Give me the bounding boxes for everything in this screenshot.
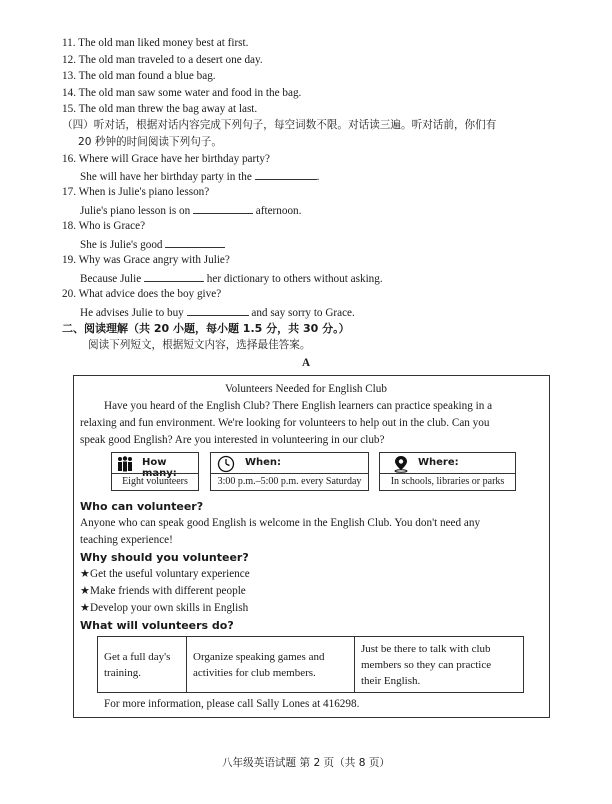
how-many-value: Eight volunteers	[112, 473, 198, 490]
why-item: ★Develop your own skills in English	[80, 602, 249, 614]
how-many-label: How many:	[142, 457, 177, 479]
answer-19-suffix: her dictionary to others without asking.	[206, 273, 383, 285]
statement-14: 14. The old man saw some water and food in the bag.	[62, 87, 302, 99]
answer-18-prefix: She is Julie's good	[80, 239, 163, 251]
answer-16-blank[interactable]	[255, 168, 317, 180]
when-label: When:	[245, 457, 282, 468]
answer-20-blank[interactable]	[187, 304, 249, 316]
ad-title: Volunteers Needed for English Club	[225, 383, 387, 395]
answer-17-suffix: afternoon.	[255, 205, 302, 217]
answer-20-prefix: He advises Julie to buy	[80, 307, 184, 319]
reading-instructions: 阅读下列短文，根据短文内容，选择最佳答案。	[88, 339, 311, 351]
duties-table	[97, 636, 524, 693]
answer-19-line	[80, 270, 383, 287]
where-label: Where:	[418, 457, 459, 468]
why-item: ★Make friends with different people	[80, 585, 246, 597]
answer-17-line	[80, 202, 301, 219]
why-heading: Why should you volunteer?	[80, 551, 249, 564]
info-box-how-many	[111, 452, 199, 491]
duty-cell-organize: Organize speaking games and activities for club members.	[186, 637, 358, 692]
contact-info: For more information, please call Sally Lones at 416298.	[104, 698, 360, 710]
info-box-when	[210, 452, 369, 491]
part4-instructions-line1: （四）听对话，根据对话内容完成下列句子，每空词数不限。对话读三遍。听对话前，你们有	[62, 119, 497, 131]
answer-17-blank[interactable]	[193, 202, 253, 214]
question-19: 19. Why was Grace angry with Julie?	[62, 254, 230, 266]
reading-section-title: 二、阅读理解（共 20 小题，每小题 1.5 分，共 30 分。）	[62, 322, 350, 335]
question-20: 20. What advice does the boy give?	[62, 288, 222, 300]
ad-intro-line1: Have you heard of the English Club? There English learners can practice speaking in a	[104, 400, 493, 412]
answer-16-prefix: She will have her birthday party in the	[80, 171, 252, 183]
statement-11: 11. The old man liked money best at first.	[62, 37, 249, 49]
statement-15: 15. The old man threw the bag away at last.	[62, 103, 258, 115]
ad-intro-line2: relaxing and fun environment. We're looking for volunteers to help out in the club. Can you	[80, 417, 490, 429]
answer-20-line	[80, 304, 355, 321]
question-17: 17. When is Julie's piano lesson?	[62, 186, 210, 198]
clock-icon	[217, 455, 235, 473]
who-text-line1: Anyone who can speak good English is welcome in the English Club. You don't need any	[80, 517, 481, 529]
statement-12: 12. The old man traveled to a desert one day.	[62, 54, 263, 66]
ad-intro-line3: speak good English? Are you interested in volunteering in our club?	[80, 434, 385, 446]
who-text-line2: teaching experience!	[80, 534, 173, 546]
answer-18-line	[80, 236, 225, 253]
info-box-where	[379, 452, 516, 491]
where-value: In schools, libraries or parks	[380, 473, 515, 490]
location-pin-icon	[392, 455, 410, 473]
when-value: 3:00 p.m.–5:00 p.m. every Saturday	[211, 473, 368, 490]
duty-cell-talk: Just be there to talk with club members so they can practice their English.	[354, 637, 531, 692]
who-heading: Who can volunteer?	[80, 500, 204, 513]
question-16: 16. Where will Grace have her birthday party?	[62, 153, 270, 165]
statement-13: 13. The old man found a blue bag.	[62, 70, 216, 82]
answer-17-prefix: Julie's piano lesson is on	[80, 205, 191, 217]
answer-19-blank[interactable]	[144, 270, 204, 282]
people-icon	[116, 456, 134, 472]
answer-19-prefix: Because Julie	[80, 273, 142, 285]
answer-16-line: She will have her birthday party in the .	[80, 168, 319, 185]
page-footer: 八年级英语试题 第 2 页（共 8 页）	[221, 757, 391, 769]
passage-label: A	[302, 357, 311, 369]
part4-instructions-line2: 20 秒钟的时间阅读下列句子。	[78, 136, 222, 148]
question-18: 18. Who is Grace?	[62, 220, 146, 232]
duty-cell-training: Get a full day's training.	[104, 651, 171, 679]
answer-18-blank[interactable]	[165, 236, 225, 248]
answer-20-suffix: and say sorry to Grace.	[251, 307, 355, 319]
what-heading: What will volunteers do?	[80, 619, 234, 632]
why-item: ★Get the useful voluntary experience	[80, 568, 250, 580]
